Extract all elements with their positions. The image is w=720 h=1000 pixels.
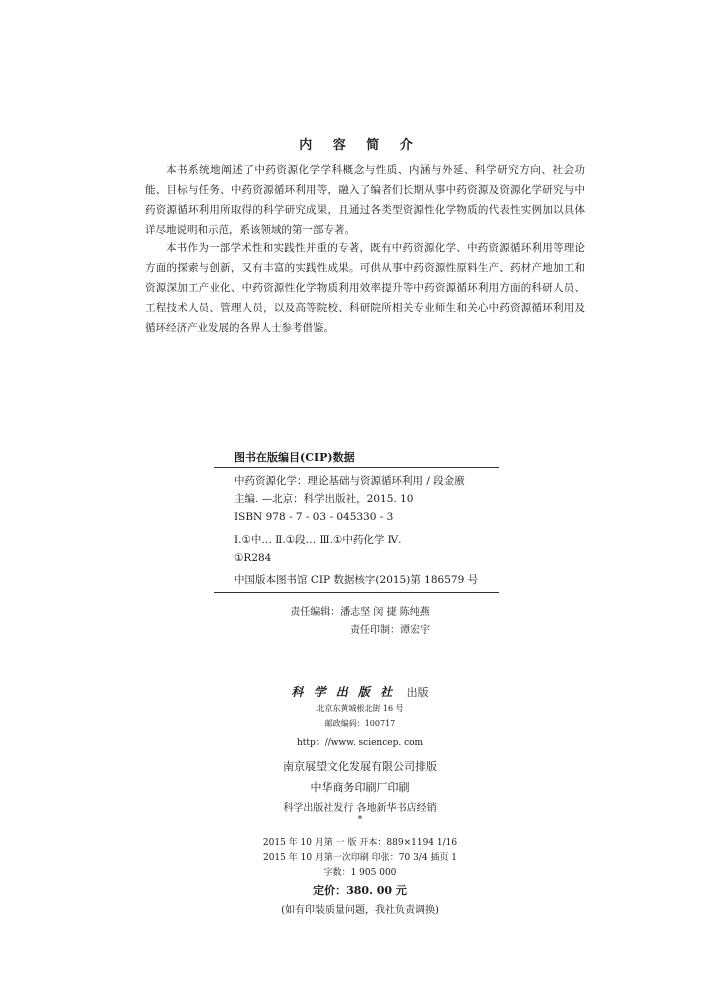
publisher-website: http：//www. sciencep. com <box>296 738 424 748</box>
cip-isbn: ISBN 978 - 7 - 03 - 045330 - 3 <box>234 511 394 523</box>
intro-paragraph-2: 本书作为一部学术性和实践性并重的专著，既有中药资源化学、中药资源循环利用等理论方面的探索与创新，又有丰富的实践性成果。可供从事中药资源性原料生产、药材产地加工和资源深加工产业化、中药资源性化学物质利用效率提升等中药资源循环利用方面的科研人员、工程技术人员、管理人员，以及高等院校、科研院所相关专业师生和关心中药资源循环利用及循环经济产业发展的各界人士参考借鉴。 <box>145 242 585 334</box>
separator-star: * <box>357 815 363 825</box>
price: 定价：380. 00 元 <box>313 884 407 897</box>
publisher-suffix: 出版 <box>406 686 429 699</box>
page-heading: 内 容 简 介 <box>299 138 421 153</box>
publisher-name: 科 学 出 版 社 <box>291 685 396 699</box>
intro-paragraph-1: 本书系统地阐述了中药资源化学学科概念与性质、内涵与外延、科学研究方向、社会功能、目标与任务、中药资源循环利用等，融入了编者们长期从事中药资源及资源化学研究与中药资源循环利用所取得的科学研究成果，且通过各类型资源性化学物质的代表性实例加以具体详尽地说明和示范，系该领域的第一部专著。 <box>145 164 585 236</box>
cip-line-1: 中药资源化学：理论基础与资源循环利用 / 段金廒 <box>234 475 465 487</box>
publisher-line <box>0 683 720 700</box>
cip-record-number: 中国版本图书馆 CIP 数据核字(2015)第 186579 号 <box>234 574 479 586</box>
printing-line: 2015 年 10 月第一次印刷 印张：70 3/4 插页 1 <box>262 853 458 863</box>
cip-bottom-rule <box>214 592 499 593</box>
distributor: 科学出版社发行 各地新华书店经销 <box>283 803 437 814</box>
publisher-address: 北京东黄城根北街 16 号 <box>316 704 404 713</box>
word-count: 字数：1 905 000 <box>323 868 397 878</box>
responsible-editors: 责任编辑：潘志坚 闵 捷 陈纯燕 <box>290 607 430 618</box>
cip-classification: Ⅰ.①中… Ⅱ.①段… Ⅲ.①中药化学 Ⅳ. <box>234 534 402 546</box>
cip-top-rule <box>214 467 499 468</box>
printer: 中华商务印刷厂印刷 <box>310 781 410 794</box>
cip-title: 图书在版编目(CIP)数据 <box>234 451 355 464</box>
cip-line-2: 主编. —北京：科学出版社，2015. 10 <box>234 493 414 505</box>
cip-class-code: ①R284 <box>234 552 272 564</box>
publisher-postcode: 邮政编码：100717 <box>324 719 396 728</box>
quality-notice: (如有印装质量问题，我社负责调换) <box>281 905 439 916</box>
edition-line: 2015 年 10 月第 一 版 开本：889×1194 1/16 <box>262 838 458 848</box>
typesetter: 南京展望文化发展有限公司排版 <box>283 760 437 773</box>
responsible-printing: 责任印制：谭宏宇 <box>350 625 430 636</box>
